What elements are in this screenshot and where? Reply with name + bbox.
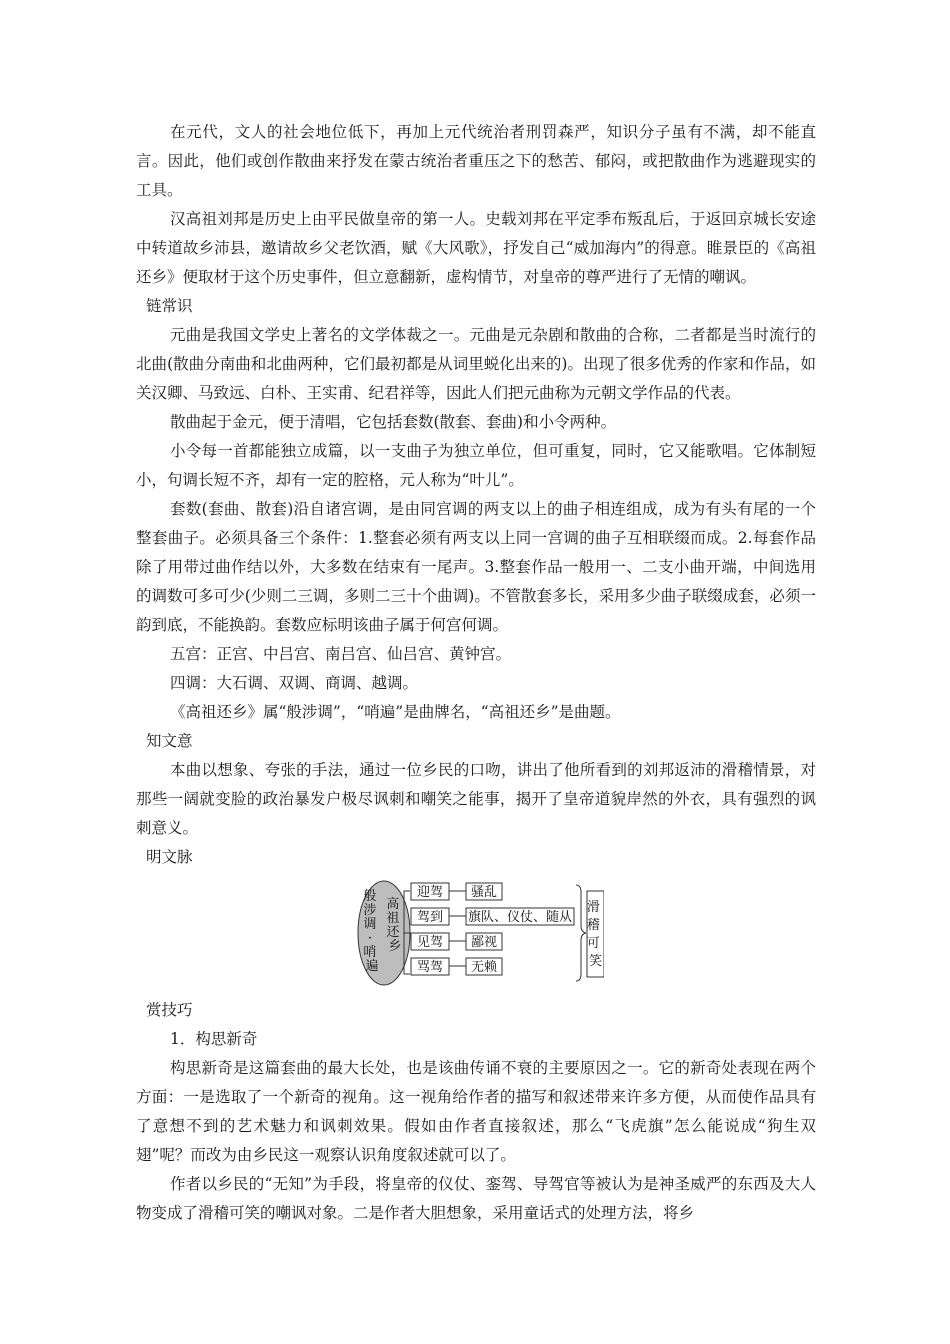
paragraph: 《高祖还乡》属“般涉调”，“哨遍”是曲牌名，“高祖还乡”是曲题。 [170, 703, 621, 721]
right-char: 稽 [586, 918, 600, 933]
center-char: 还 [386, 925, 400, 940]
structure-diagram [136, 872, 816, 996]
center-char: 乡 [388, 939, 402, 954]
left-char: 涉 [363, 903, 377, 918]
document-body [136, 118, 816, 1228]
right-char: 可 [586, 936, 600, 951]
paragraph: 汉高祖刘邦是历史上由平民做皇帝的第一人。史载刘邦在平定季布叛乱后，于返回京城长安途中转道故乡沛县，邀请故乡父老饮酒，赋《大风歌》，抒发自己“威加海内”的得意。睢景臣的《高祖还乡》便取材于这个历史事件，但立意翻新，虚构情节，对皇帝的尊严进行了无情的嘲讽。 [136, 210, 816, 286]
paragraph: 小令每一首都能独立成篇，以一支曲子为独立单位，但可重复，同时，它又能歌唱。它体制短小，句调长短不齐，却有一定的腔格，元人称为“叶儿”。 [136, 442, 816, 489]
node-yingjia: 迎驾 [416, 885, 444, 900]
diagram-center-label [386, 896, 403, 954]
paragraph: 本曲以想象、夸张的手法，通过一位乡民的口吻，讲出了他所看到的刘邦返沛的滑稽情景，对那些一阔就变脸的政治暴发户极尽讽刺和嘲笑之能事，揭开了皇帝道貌岸然的外衣，具有强烈的讽刺意义。 [136, 761, 816, 837]
subheading-gousi: 1．构思新奇 [170, 1030, 258, 1048]
section-heading-wenmai: 明文脉 [146, 848, 193, 866]
left-char: · [367, 931, 372, 946]
paragraph: 散曲起于金元，便于清唱，它包括套数(散套、套曲)和小令两种。 [170, 413, 617, 431]
section-heading-wenyi: 知文意 [146, 732, 193, 750]
diagram-left-label [363, 889, 380, 974]
center-char: 祖 [386, 911, 400, 926]
left-char: 般 [363, 889, 377, 904]
detail-saoluan: 骚乱 [470, 885, 498, 900]
paragraph: 套数(套曲、散套)沿自诸宫调，是由同宫调的两支以上的曲子相连组成，成为有头有尾的一个整套曲子。必须具备三个条件：1.整套必须有两支以上同一宫调的曲子互相联缀而成。2.每套作品除了用带过曲作结以外，大多数在结束有一尾声。3.整套作品一般用一、二支小曲开端，中间选用的调数可多可少(少则二三调，多则二三十个曲调)。不管散套多长，采用多少曲子联缀成套，必须一韵到底，不能换韵。套数应标明该曲子属于何宫何调。 [136, 500, 816, 634]
paragraph: 五宫：正宫、中吕宫、南吕宫、仙吕宫、黄钟宫。 [170, 645, 512, 663]
paragraph: 构思新奇是这篇套曲的最大长处，也是该曲传诵不衰的主要原因之一。它的新奇处表现在两个方面：一是选取了一个新奇的视角。这一视角给作者的描写和叙述带来许多方便，从而使作品具有了意想不到的艺术魅力和讽刺效果。假如由作者直接叙述，那么“飞虎旗”怎么能说成“狗生双翅”呢？而改为由乡民这一观察认识角度叙述就可以了。 [136, 1059, 816, 1164]
left-char: 哨 [363, 945, 377, 960]
left-char: 调 [363, 917, 377, 932]
right-char: 滑 [586, 900, 600, 915]
detail-wulai: 无赖 [470, 960, 498, 975]
node-jianjia: 见驾 [416, 935, 444, 950]
right-char: 笑 [588, 954, 603, 969]
diagram-right-brace [576, 885, 586, 981]
paragraph: 在元代，文人的社会地位低下，再加上元代统治者刑罚森严，知识分子虽有不满，却不能直言。因此，他们或创作散曲来抒发在蒙古统治者重压之下的愁苦、郁闷，或把散曲作为逃避现实的工具。 [136, 123, 816, 199]
left-char: 遍 [365, 959, 379, 974]
detail-qidui: 旗队、仪仗、随从 [467, 910, 573, 925]
section-heading-changshi: 链常识 [146, 297, 193, 315]
paragraph: 作者以乡民的“无知”为手段，将皇帝的仪仗、銮驾、导驾官等被认为是神圣威严的东西及大人物变成了滑稽可笑的嘲讽对象。二是作者大胆想象，采用童话式的处理方法，将乡 [136, 1175, 816, 1222]
detail-bishi: 鄙视 [470, 935, 498, 950]
section-heading-jiqiao: 赏技巧 [146, 1001, 193, 1019]
structure-diagram-svg [354, 876, 604, 990]
node-jiadao: 驾到 [416, 910, 444, 925]
paragraph: 四调：大石调、双调、商调、越调。 [170, 674, 419, 692]
node-majia: 骂驾 [416, 960, 444, 975]
paragraph: 元曲是我国文学史上著名的文学体裁之一。元曲是元杂剧和散曲的合称，二者都是当时流行的北曲(散曲分南曲和北曲两种，它们最初都是从词里蜕化出来的)。出现了很多优秀的作家和作品，如关汉卿、马致远、白朴、王实甫、纪君祥等，因此人们把元曲称为元朝文学作品的代表。 [136, 326, 816, 402]
center-char: 高 [386, 897, 400, 912]
